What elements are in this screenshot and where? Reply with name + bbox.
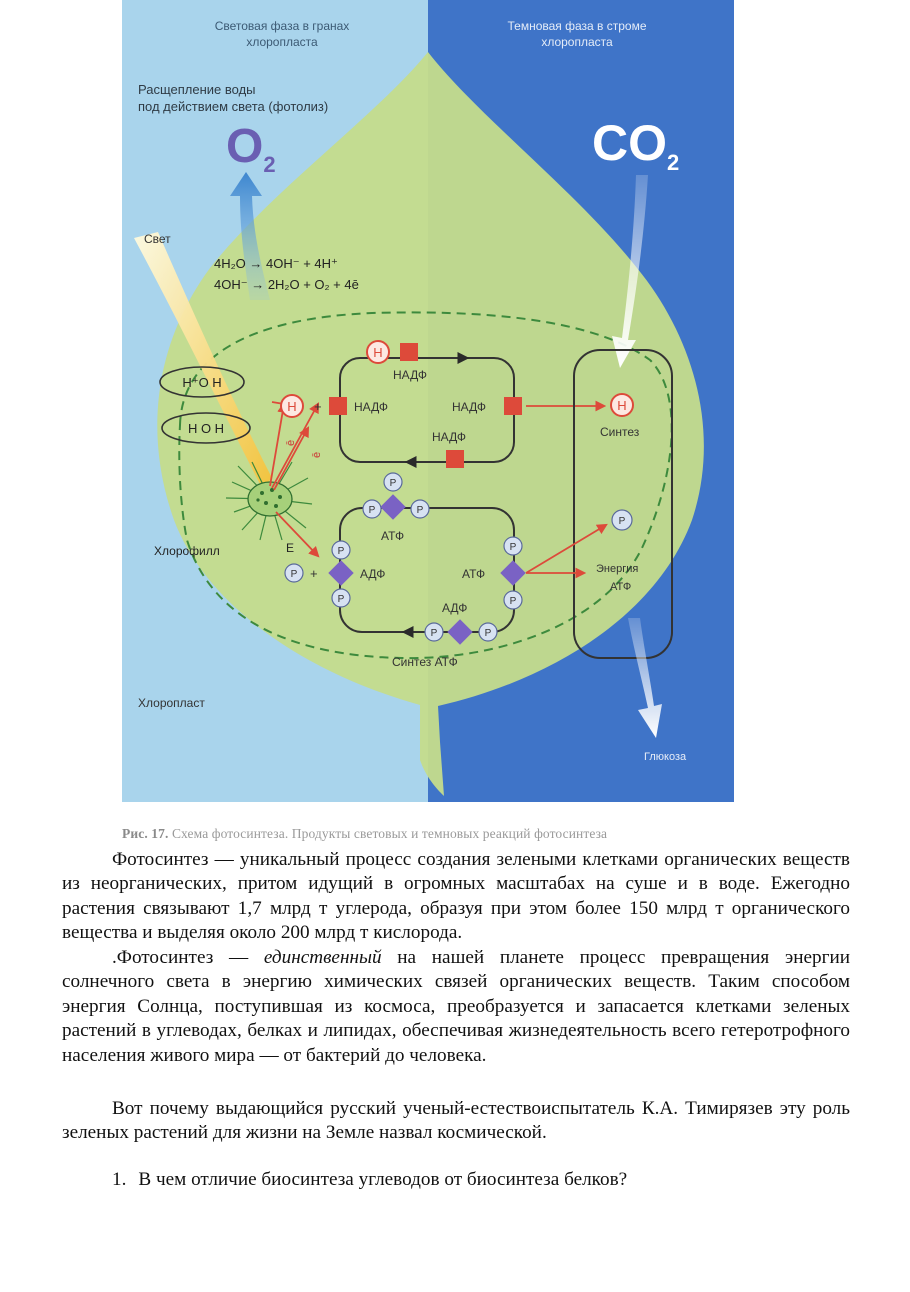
question-1 xyxy=(112,1168,627,1192)
p-label: P xyxy=(368,505,376,516)
plus-sign-adp: + xyxy=(310,566,318,581)
atp-label-right: АТФ xyxy=(462,567,486,581)
p-label: P xyxy=(290,569,298,580)
nadp-square-top xyxy=(400,343,418,361)
p-label: P xyxy=(337,546,345,557)
paragraph-2-text xyxy=(62,946,850,1068)
dark-phase-header-line1: Темновая фаза в строме xyxy=(507,19,647,33)
nadp-label-right: НАДФ xyxy=(452,400,487,414)
light-phase-header-line1: Световая фаза в гранах xyxy=(214,19,350,33)
p-label: P xyxy=(618,516,626,527)
glucose-label: Глюкоза xyxy=(644,751,687,763)
electron-label-1: ē xyxy=(285,439,297,446)
figure-caption-label: Рис. 17. xyxy=(122,826,169,841)
paragraph-2-emphasis: единственный xyxy=(263,947,382,968)
nadp-square-right xyxy=(504,397,522,415)
p-label: P xyxy=(509,596,517,607)
adp-label-bottom: АДФ xyxy=(442,601,468,615)
e-label: Е xyxy=(286,541,295,555)
photosynthesis-figure xyxy=(122,0,734,802)
water-molecule-1-label: H⁺O H xyxy=(182,375,222,390)
o2-label: $O_2$ xyxy=(226,120,276,177)
equation-1: 4H₂O → 4OH⁻ + 4H⁺ xyxy=(214,256,338,271)
atp-label-top: АТФ xyxy=(381,529,405,543)
p-label: P xyxy=(416,505,424,516)
h-label-synthesis: H xyxy=(617,398,627,413)
nadp-square-left xyxy=(329,397,347,415)
co2-label: $CO_2$ xyxy=(592,115,680,175)
paragraph-1-text: Фотосинтез — уникальный процесс создания зелеными клетками органических веществ из неорганических, притом идущий в огромных масштабах на суше и в воде. Ежегодно растения связывают 1,7 млрд т углерода, образуя при этом более 150 млрд т органического вещества и выделяя около 200 млрд т кислорода. xyxy=(62,849,850,944)
energy-label-line2: АТФ xyxy=(610,581,632,593)
h-label-left: H xyxy=(287,399,297,414)
equation-2: 4OH⁻ → 2H₂O + O₂ + 4ē xyxy=(214,277,359,292)
chlorophyll-label: Хлорофилл xyxy=(154,544,220,558)
question-1-text: В чем отличие биосинтеза углеводов от биосинтеза белков? xyxy=(138,1169,628,1190)
light-phase-header-line2: хлоропласта xyxy=(246,35,318,49)
light-label: Свет xyxy=(144,232,171,246)
plus-sign-nadp: + xyxy=(314,399,322,414)
paragraph-3 xyxy=(62,1097,850,1146)
nadp-label-top: НАДФ xyxy=(393,368,428,382)
synthesis-label: Синтез xyxy=(600,425,640,439)
nadp-label-left: НАДФ xyxy=(354,400,389,414)
p-label: P xyxy=(389,478,397,489)
dark-phase-header-line2: хлоропласта xyxy=(541,35,613,49)
photolysis-label-line2: под действием света (фотолиз) xyxy=(138,99,329,114)
chloroplast-label: Хлоропласт xyxy=(138,696,205,710)
question-1-number: 1. xyxy=(112,1169,127,1190)
p-label: P xyxy=(509,542,517,553)
paragraph-1 xyxy=(62,848,850,946)
figure-caption-text: Схема фотосинтеза. Продукты световых и темновых реакций фотосинтеза xyxy=(171,826,608,841)
paragraph-2-rest: на нашей планете процесс превращения энергии солнечного света в энергию химических связей органических веществ. Таким способом энергия Солнца, поступившая из космоса, преобразуется и запасается клетками зеленых растений в углеводах, белках и липидах, обеспечивая жизнедеятельность всего гетеротрофного населения живого мира — от бактерий до человека. xyxy=(62,947,850,1066)
nadp-label-bottom: НАДФ xyxy=(432,430,467,444)
paragraph-2-start: .Фотосинтез — xyxy=(112,947,264,968)
energy-label-line1: Энергия xyxy=(596,563,639,575)
paragraph-3-text: Вот почему выдающийся русский ученый-естествоиспытатель К.А. Тимирязев эту роль зеленых растений для жизни на Земле назвал космической. xyxy=(62,1098,850,1144)
paragraph-2 xyxy=(62,946,850,1068)
electron-label-2: ē xyxy=(311,451,323,458)
figure-caption xyxy=(122,826,802,842)
p-label: P xyxy=(484,628,492,639)
adp-label-left: АДФ xyxy=(360,567,386,581)
p-label: P xyxy=(430,628,438,639)
atp-synthesis-label: Синтез АТФ xyxy=(392,655,458,669)
nadp-square-bottom xyxy=(446,450,464,468)
water-molecule-2-label: H O H xyxy=(187,421,225,436)
photolysis-label-line1: Расщепление воды xyxy=(138,82,256,97)
p-label: P xyxy=(337,594,345,605)
h-label-top: H xyxy=(373,345,383,360)
